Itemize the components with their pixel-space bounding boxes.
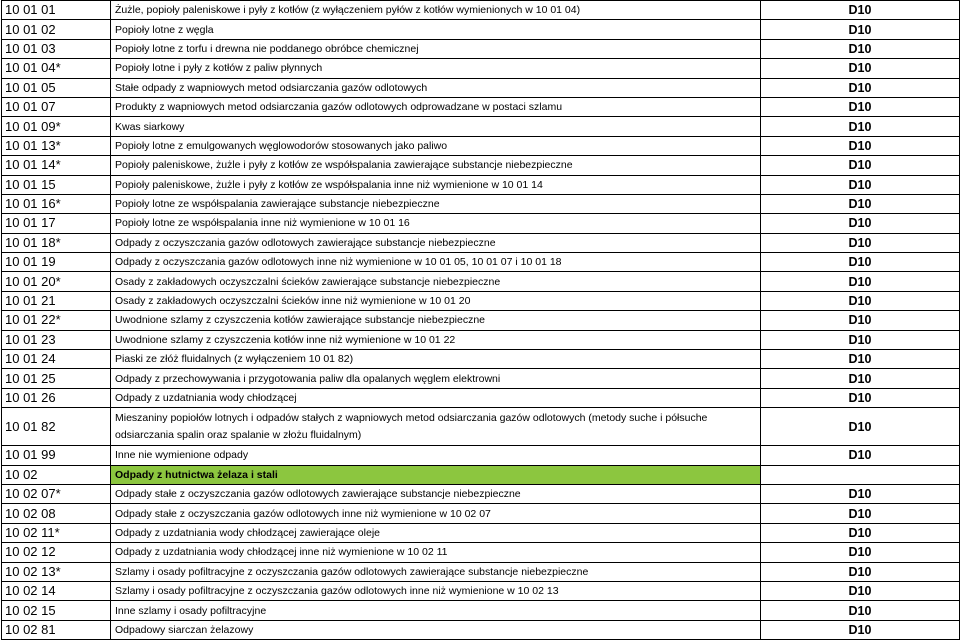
category-cell: D10 (761, 369, 960, 388)
category-cell: D10 (761, 136, 960, 155)
description-cell: Popioły lotne z torfu i drewna nie poddanego obróbce chemicznej (111, 39, 761, 58)
description-cell: Popioły lotne z węgla (111, 20, 761, 39)
description-cell: Popioły lotne ze współspalania zawierające substancje niebezpieczne (111, 194, 761, 213)
category-cell: D10 (761, 59, 960, 78)
waste-code-cell: 10 01 07 (2, 97, 111, 116)
table-row (2, 311, 960, 330)
table-row (2, 1, 960, 20)
description-cell: Inne nie wymienione odpady (111, 446, 761, 465)
waste-code-cell: 10 02 11* (2, 523, 111, 542)
description-cell: Inne szlamy i osady pofiltracyjne (111, 601, 761, 620)
description-cell: Odpady stałe z oczyszczania gazów odlotowych zawierające substancje niebezpieczne (111, 484, 761, 503)
description-cell: Szlamy i osady pofiltracyjne z oczyszczania gazów odlotowych zawierające substancje niebezpieczne (111, 562, 761, 581)
description-cell: Odpady z przechowywania i przygotowania paliw dla opalanych węglem elektrowni (111, 369, 761, 388)
table-row (2, 156, 960, 175)
table-row (2, 233, 960, 252)
category-cell: D10 (761, 543, 960, 562)
table-row (2, 581, 960, 600)
waste-code-cell: 10 01 26 (2, 388, 111, 407)
description-cell: Uwodnione szlamy z czyszczenia kotłów zawierające substancje niebezpieczne (111, 311, 761, 330)
waste-code-cell: 10 01 23 (2, 330, 111, 349)
table-row (2, 272, 960, 291)
description-cell: Odpady stałe z oczyszczania gazów odlotowych inne niż wymienione w 10 02 07 (111, 504, 761, 523)
table-row (2, 214, 960, 233)
category-cell: D10 (761, 20, 960, 39)
waste-code-cell: 10 02 15 (2, 601, 111, 620)
waste-code-cell: 10 01 09* (2, 117, 111, 136)
table-row (2, 562, 960, 581)
description-cell: Popioły lotne ze współspalania inne niż wymienione w 10 01 16 (111, 214, 761, 233)
waste-code-cell: 10 01 17 (2, 214, 111, 233)
waste-code-cell: 10 01 01 (2, 1, 111, 20)
table-row (2, 330, 960, 349)
table-row (2, 194, 960, 213)
waste-code-cell: 10 01 99 (2, 446, 111, 465)
description-cell: Odpady z hutnictwa żelaza i stali (111, 465, 761, 484)
table-row (2, 97, 960, 116)
table-row (2, 369, 960, 388)
description-cell: Odpady z uzdatniania wody chłodzącej zawierające oleje (111, 523, 761, 542)
category-cell: D10 (761, 1, 960, 20)
description-cell: Żużle, popioły paleniskowe i pyły z kotłów (z wyłączeniem pyłów z kotłów wymienionych w 10 01 04) (111, 1, 761, 20)
description-cell: Produkty z wapniowych metod odsiarczania gazów odlotowych odprowadzane w postaci szlamu (111, 97, 761, 116)
table-row (2, 78, 960, 97)
table-row (2, 39, 960, 58)
description-cell: Odpady z uzdatniania wody chłodzącej inne niż wymienione w 10 02 11 (111, 543, 761, 562)
category-cell: D10 (761, 504, 960, 523)
category-cell: D10 (761, 78, 960, 97)
category-cell: D10 (761, 408, 960, 446)
table-row (2, 504, 960, 523)
table-row (2, 408, 960, 446)
category-cell: D10 (761, 484, 960, 503)
waste-code-cell: 10 01 22* (2, 311, 111, 330)
description-cell: Odpadowy siarczan żelazowy (111, 620, 761, 639)
waste-code-cell: 10 01 21 (2, 291, 111, 310)
waste-code-cell: 10 02 13* (2, 562, 111, 581)
category-cell: D10 (761, 620, 960, 639)
table-row (2, 175, 960, 194)
group-header-row (2, 465, 960, 484)
waste-code-cell: 10 01 16* (2, 194, 111, 213)
description-cell: Popioły paleniskowe, żużle i pyły z kotłów ze współspalania zawierające substancje niebezpieczne (111, 156, 761, 175)
description-cell: Stałe odpady z wapniowych metod odsiarczania gazów odlotowych (111, 78, 761, 97)
table-row (2, 523, 960, 542)
description-cell: Mieszaniny popiołów lotnych i odpadów stałych z wapniowych metod odsiarczania gazów odlotowych (metody suche i półsuche odsiarczania spalin oraz spalanie w złożu fluidalnym) (111, 408, 761, 446)
description-cell: Odpady z oczyszczania gazów odlotowych inne niż wymienione w 10 01 05, 10 01 07 i 10 01 18 (111, 253, 761, 272)
category-cell: D10 (761, 39, 960, 58)
waste-code-cell: 10 01 14* (2, 156, 111, 175)
category-cell: D10 (761, 272, 960, 291)
category-cell: D10 (761, 97, 960, 116)
category-cell: D10 (761, 523, 960, 542)
table-row (2, 620, 960, 639)
table-row (2, 291, 960, 310)
category-cell (761, 465, 960, 484)
description-cell: Odpady z uzdatniania wody chłodzącej (111, 388, 761, 407)
waste-code-cell: 10 02 12 (2, 543, 111, 562)
category-cell: D10 (761, 291, 960, 310)
waste-code-cell: 10 02 (2, 465, 111, 484)
category-cell: D10 (761, 388, 960, 407)
category-cell: D10 (761, 350, 960, 369)
table-body (2, 1, 960, 640)
description-cell: Osady z zakładowych oczyszczalni ścieków zawierające substancje niebezpieczne (111, 272, 761, 291)
waste-code-cell: 10 01 15 (2, 175, 111, 194)
category-cell: D10 (761, 253, 960, 272)
category-cell: D10 (761, 601, 960, 620)
waste-code-cell: 10 01 02 (2, 20, 111, 39)
description-cell: Popioły lotne z emulgowanych węglowodorów stosowanych jako paliwo (111, 136, 761, 155)
category-cell: D10 (761, 156, 960, 175)
category-cell: D10 (761, 175, 960, 194)
waste-code-cell: 10 01 24 (2, 350, 111, 369)
category-cell: D10 (761, 233, 960, 252)
waste-code-cell: 10 02 81 (2, 620, 111, 639)
table-row (2, 350, 960, 369)
table-row (2, 20, 960, 39)
category-cell: D10 (761, 194, 960, 213)
table-row (2, 446, 960, 465)
table-row (2, 601, 960, 620)
category-cell: D10 (761, 562, 960, 581)
waste-code-cell: 10 01 03 (2, 39, 111, 58)
waste-code-cell: 10 02 14 (2, 581, 111, 600)
description-cell: Popioły lotne i pyły z kotłów z paliw płynnych (111, 59, 761, 78)
description-cell: Piaski ze złóż fluidalnych (z wyłączeniem 10 01 82) (111, 350, 761, 369)
table-row (2, 117, 960, 136)
table-row (2, 543, 960, 562)
description-cell: Popioły paleniskowe, żużle i pyły z kotłów ze współspalania inne niż wymienione w 10 01 14 (111, 175, 761, 194)
description-cell: Uwodnione szlamy z czyszczenia kotłów inne niż wymienione w 10 01 22 (111, 330, 761, 349)
waste-code-cell: 10 01 04* (2, 59, 111, 78)
category-cell: D10 (761, 117, 960, 136)
waste-code-cell: 10 02 08 (2, 504, 111, 523)
category-cell: D10 (761, 330, 960, 349)
waste-code-cell: 10 01 82 (2, 408, 111, 446)
table-row (2, 253, 960, 272)
category-cell: D10 (761, 214, 960, 233)
category-cell: D10 (761, 311, 960, 330)
waste-code-cell: 10 01 20* (2, 272, 111, 291)
waste-code-cell: 10 01 13* (2, 136, 111, 155)
description-cell: Kwas siarkowy (111, 117, 761, 136)
description-cell: Szlamy i osady pofiltracyjne z oczyszczania gazów odlotowych inne niż wymienione w 10 02 13 (111, 581, 761, 600)
waste-code-cell: 10 02 07* (2, 484, 111, 503)
description-cell: Odpady z oczyszczania gazów odlotowych zawierające substancje niebezpieczne (111, 233, 761, 252)
waste-code-cell: 10 01 05 (2, 78, 111, 97)
waste-code-cell: 10 01 19 (2, 253, 111, 272)
table-row (2, 484, 960, 503)
waste-code-table (1, 0, 960, 640)
table-row (2, 136, 960, 155)
description-cell: Osady z zakładowych oczyszczalni ścieków inne niż wymienione w 10 01 20 (111, 291, 761, 310)
category-cell: D10 (761, 446, 960, 465)
waste-code-cell: 10 01 18* (2, 233, 111, 252)
waste-code-cell: 10 01 25 (2, 369, 111, 388)
table-row (2, 388, 960, 407)
table-row (2, 59, 960, 78)
category-cell: D10 (761, 581, 960, 600)
